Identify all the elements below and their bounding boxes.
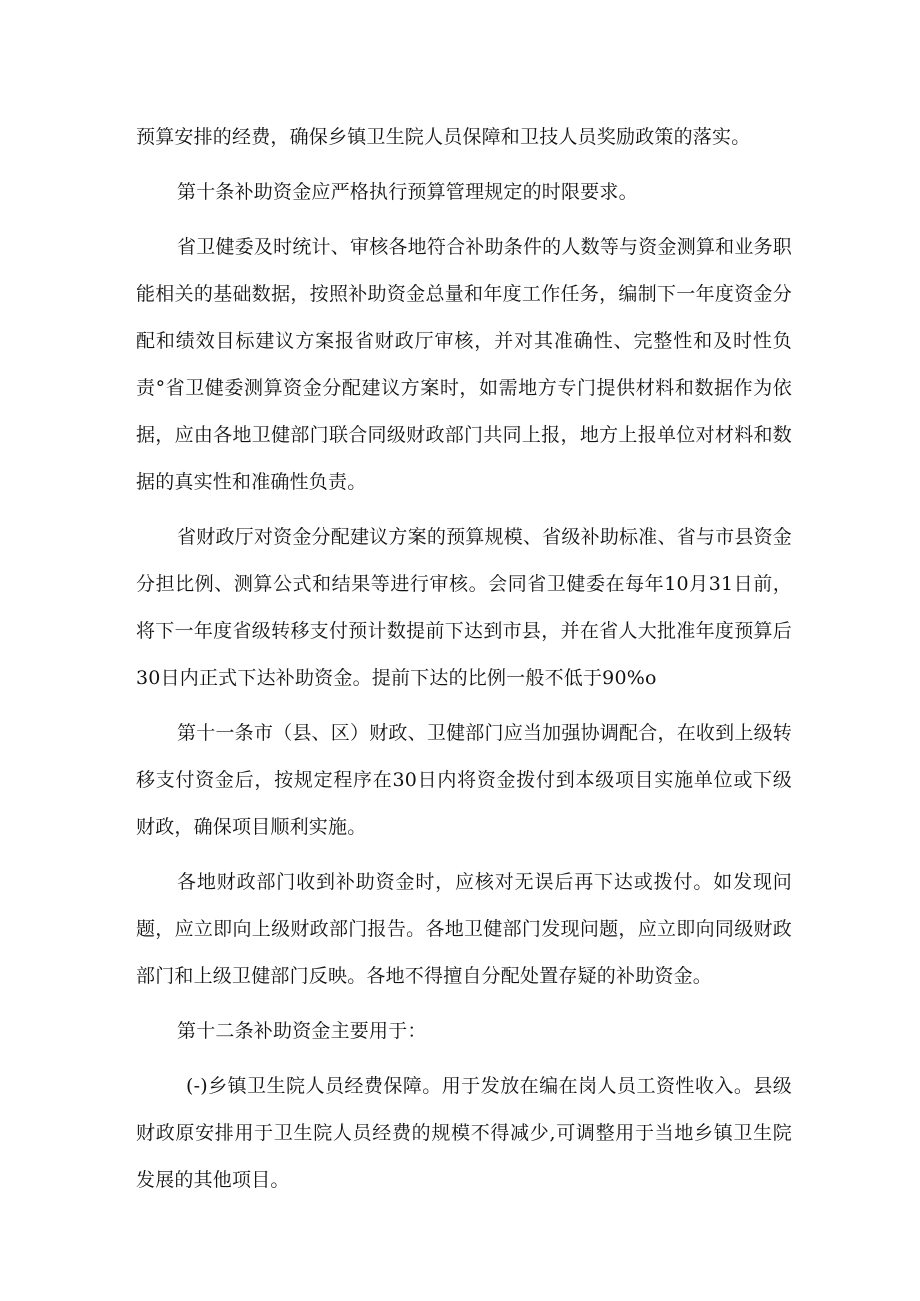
paragraph-article-12: 第十二条补助资金主要用于： — [177, 1020, 427, 1042]
paragraph-continuation: 预算安排的经费，确保乡镇卫生院人员保障和卫技人员奖励政策的落实。 — [136, 126, 751, 148]
paragraph-item-1: (-)乡镇卫生院人员经费保障。用于发放在编在岗人员工资性收入。县级财政原安排用于卫生院人员经费的规模不得减少,可调整用于当地乡镇卫生院发展的其他项目。 — [136, 1075, 792, 1191]
paragraph-health-commission-data: 省卫健委及时统计、审核各地符合补助条件的人数等与资金测算和业务职能相关的基础数据，按照补助资金总量和年度工作任务，编制下一年度资金分配和绩效目标建议方案报省财政厅审核，并对其准确性、完整性和及时性负责°省卫健委测算资金分配建议方案时，如需地方专门提供材料和数据作为依据，应由各地卫健部门联合同级财政部门共同上报，地方上报单位对材料和数据的真实性和准确性负责。 — [136, 236, 792, 493]
paragraph-article-10: 第十条补助资金应严格执行预算管理规定的时限要求。 — [177, 181, 638, 203]
document-body — [136, 114, 792, 1204]
paragraph-finance-review: 省财政厅对资金分配建议方案的预算规模、省级补助标准、省与市县资金分担比例、测算公式和结果等进行审核。会同省卫健委在每年10月31日前，将下一年度省级转移支付预计数提前下达到市县，并在省人大批准年度预算后30日内正式下达补助资金。提前下达的比例一般不低于90%o — [136, 526, 792, 689]
paragraph-article-11: 第十一条市（县、区）财政、卫健部门应当加强协调配合，在收到上级转移支付资金后，按规定程序在30日内将资金拨付到本级项目实施单位或下级财政，确保项目顺利实施。 — [136, 722, 792, 838]
paragraph-verification: 各地财政部门收到补助资金时，应核对无误后再下达或拨付。如发现问题，应立即向上级财政部门报告。各地卫健部门发现问题，应立即向同级财政部门和上级卫健部门反映。各地不得擅自分配处置存疑的补助资金。 — [136, 871, 792, 987]
